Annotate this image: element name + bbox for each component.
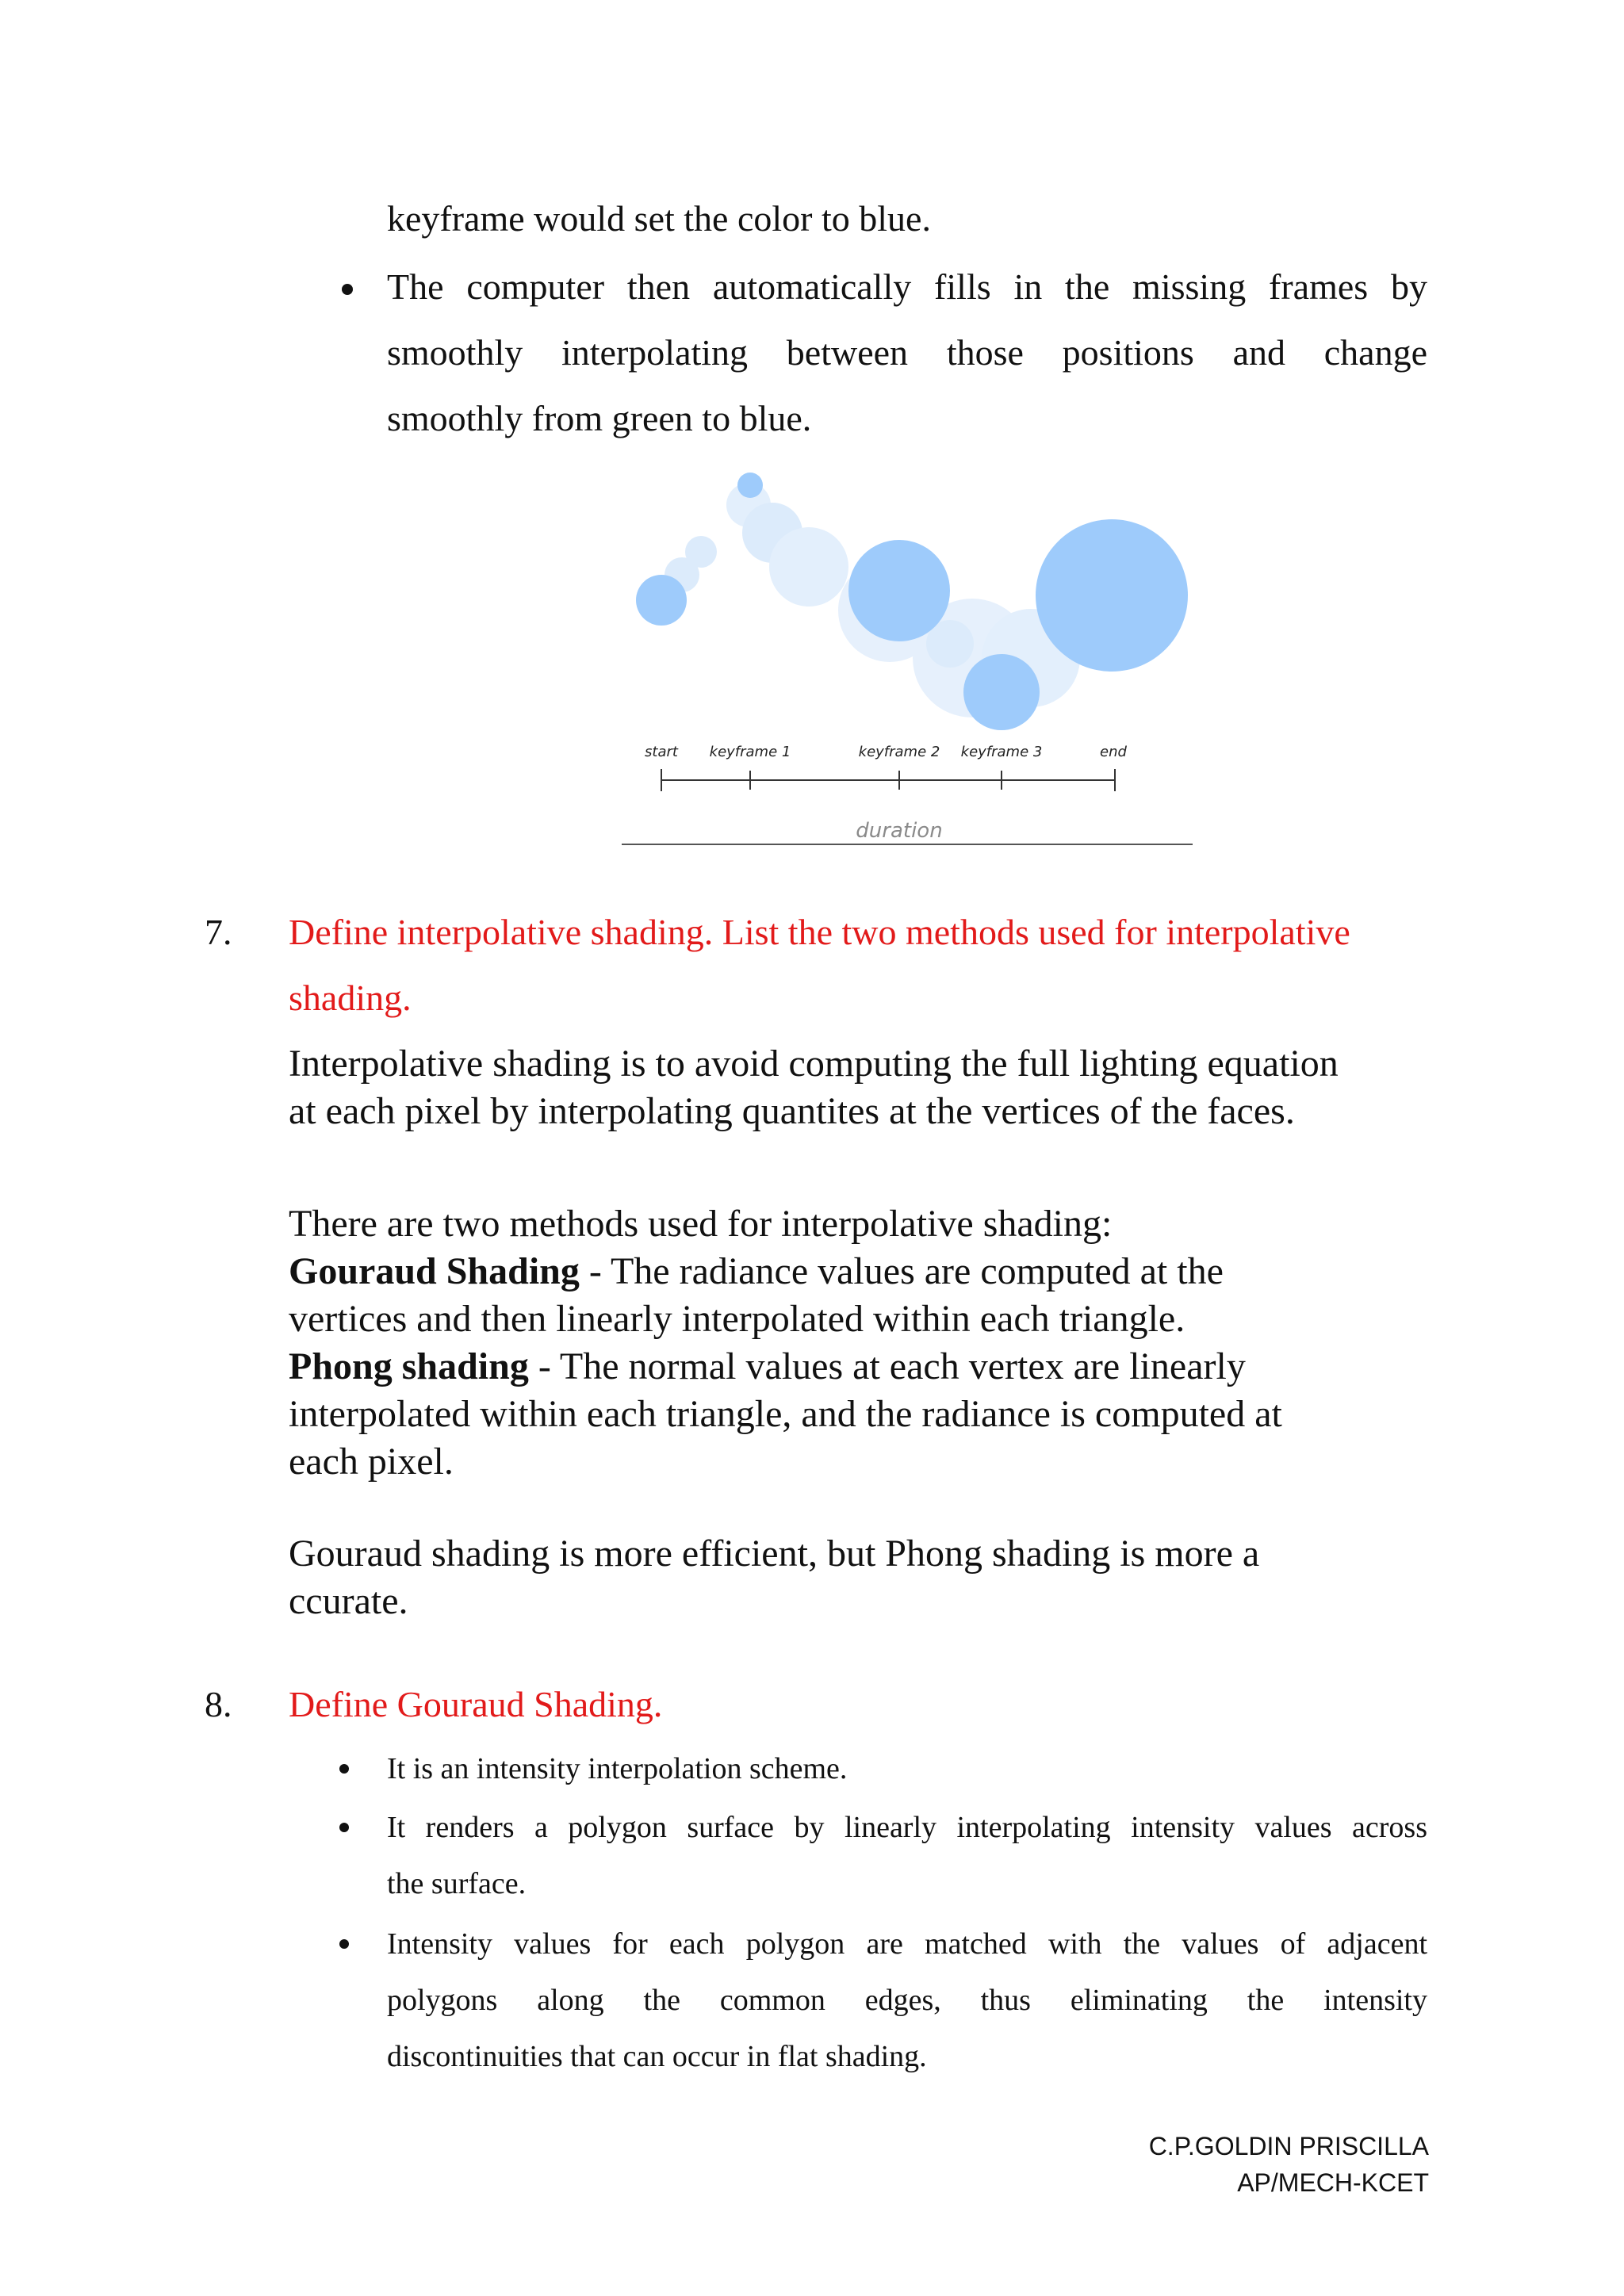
bullet-icon [339, 1764, 349, 1774]
gouraud-text: - The radiance values are computed at the [579, 1250, 1224, 1292]
phong-text: - The normal values at each vertex are linearly [528, 1345, 1246, 1387]
footer-author: C.P.GOLDIN PRISCILLA [1148, 2132, 1429, 2160]
intro-line: keyframe would set the color to blue. [387, 198, 931, 239]
timeline-label: end [1100, 744, 1127, 760]
start-circle [636, 575, 687, 626]
bullet-icon [339, 1823, 349, 1832]
end-circle [1036, 519, 1188, 672]
q8-bullet-2-line2: the surface. [387, 1867, 527, 1900]
timeline-label: keyframe 2 [858, 744, 940, 760]
phong-definition-line3: each pixel. [289, 1441, 454, 1483]
timeline-label: keyframe 1 [709, 744, 791, 760]
q7-number: 7. [205, 912, 232, 952]
keyframe3-circle [963, 654, 1040, 730]
intro-bullet-line2: smoothly interpolating between those positions and change [387, 332, 1427, 373]
q8-bullet-1: It is an intensity interpolation scheme. [387, 1752, 848, 1785]
gouraud-term: Gouraud Shading [289, 1250, 580, 1292]
footer-affiliation: AP/MECH-KCET [1237, 2168, 1429, 2197]
trail-circle [769, 527, 848, 607]
keyframe1-circle [737, 473, 763, 498]
q8-question: Define Gouraud Shading. [289, 1684, 663, 1724]
q8-bullet-3-line1: Intensity values for each polygon are matched with the values of adjacent [387, 1927, 1427, 1961]
footer [1031, 2128, 1429, 2201]
timeline-label: keyframe 3 [960, 744, 1043, 760]
intro-bullet-line3: smoothly from green to blue. [387, 398, 812, 438]
q7-answer-line: Gouraud shading is more efficient, but Phong shading is more a [289, 1533, 1260, 1575]
q7-answer-line: Interpolative shading is to avoid computing the full lighting equation [289, 1043, 1339, 1085]
trail-circle [685, 536, 717, 568]
q8-number: 8. [205, 1684, 232, 1724]
duration-label: duration [856, 819, 943, 843]
phong-term: Phong shading [289, 1345, 529, 1387]
q7-question-line2: shading. [289, 978, 412, 1018]
q8-bullet-3-line2: polygons along the common edges, thus eliminating the intensity [387, 1984, 1427, 2017]
gouraud-definition-line1 [289, 1248, 1462, 1295]
gouraud-definition-line2: vertices and then linearly interpolated within each triangle. [289, 1298, 1185, 1340]
q7-question-line1: Define interpolative shading. List the two methods used for interpolative [289, 912, 1350, 952]
bullet-icon [339, 1939, 349, 1949]
timeline-label: start [645, 744, 678, 760]
intro-bullet-line1: The computer then automatically fills in the missing frames by [387, 266, 1427, 307]
q7-answer-line: at each pixel by interpolating quantites at the vertices of the faces. [289, 1090, 1295, 1132]
bullet-icon [342, 284, 353, 295]
keyframe2-circle [848, 540, 950, 641]
q8-bullet-2-line1: It renders a polygon surface by linearly interpolating intensity values across [387, 1811, 1427, 1844]
q8-bullet-3-line3: discontinuities that can occur in flat shading. [387, 2040, 927, 2073]
phong-definition-line2: interpolated within each triangle, and the radiance is computed at [289, 1393, 1282, 1435]
keyframe-diagram [603, 460, 1205, 856]
q7-answer-line: There are two methods used for interpolative shading: [289, 1203, 1113, 1245]
phong-definition-line1 [289, 1343, 1462, 1391]
q7-answer-line: ccurate. [289, 1580, 408, 1622]
